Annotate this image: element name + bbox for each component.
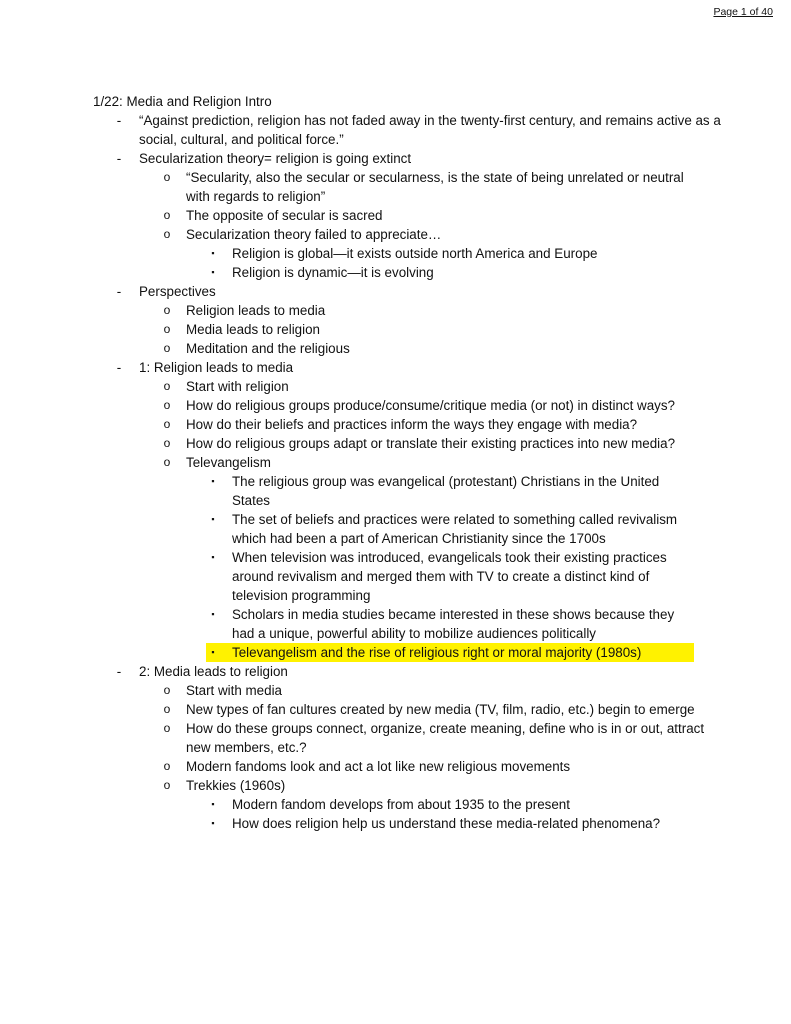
circle-bullet: o	[163, 417, 171, 431]
outline-item-level-3	[0, 548, 791, 605]
outline-item-level-1	[0, 111, 791, 149]
outline-item-text: Secularization theory= religion is going extinct	[139, 151, 412, 166]
outline-item-level-2	[0, 301, 791, 320]
outline-item-text: The set of beliefs and practices were related to something called revivalism which had been a part of American Christianity since the 1700s	[232, 512, 678, 546]
circle-bullet: o	[163, 683, 171, 697]
outline-item-level-3	[0, 795, 791, 814]
outline-item-level-3	[0, 605, 791, 643]
outline-item-text: Televangelism and the rise of religious right or moral majority (1980s)	[232, 645, 642, 660]
outline-item-level-2	[0, 339, 791, 358]
outline-item-text: The opposite of secular is sacred	[186, 208, 383, 223]
outline-item-text: Perspectives	[139, 284, 216, 299]
outline-item-level-2	[0, 757, 791, 776]
outline-item-text: “Secularity, also the secular or secularness, is the state of being unrelated or neutral with regards to religion”	[186, 170, 684, 204]
outline-item-text: How do their beliefs and practices inform the ways they engage with media?	[186, 417, 638, 432]
outline-item-level-1	[0, 358, 791, 377]
dash-bullet: -	[116, 284, 122, 299]
outline-item-level-2	[0, 396, 791, 415]
dash-bullet: -	[116, 151, 122, 166]
page-number: Page 1 of 40	[713, 6, 773, 18]
circle-bullet: o	[163, 208, 171, 222]
outline-item-text: 1: Religion leads to media	[139, 360, 294, 375]
outline-item-level-3	[0, 814, 791, 833]
outline-item-text: New types of fan cultures created by new media (TV, film, radio, etc.) begin to emerge	[186, 702, 695, 717]
outline-item-text: Trekkies (1960s)	[186, 778, 286, 793]
circle-bullet: o	[163, 778, 171, 792]
outline-item-text: Start with religion	[186, 379, 289, 394]
circle-bullet: o	[163, 322, 171, 336]
outline-item-text: How does religion help us understand these media-related phenomena?	[232, 816, 661, 831]
square-bullet: ▪	[211, 248, 215, 258]
outline-item-level-3	[0, 472, 791, 510]
square-bullet: ▪	[211, 552, 215, 562]
square-bullet: ▪	[211, 799, 215, 809]
outline-item-level-2	[0, 225, 791, 244]
circle-bullet: o	[163, 702, 171, 716]
square-bullet: ▪	[211, 476, 215, 486]
outline-item-level-3	[0, 263, 791, 282]
circle-bullet: o	[163, 759, 171, 773]
outline-item-text: How do religious groups adapt or translate their existing practices into new media?	[186, 436, 676, 451]
outline-list	[0, 111, 791, 833]
outline-item-text: Scholars in media studies became interested in these shows because they had a unique, powerful ability to mobilize audiences politically	[232, 607, 675, 641]
outline-item-level-3	[0, 244, 791, 263]
outline-item-level-2	[0, 434, 791, 453]
circle-bullet: o	[163, 379, 171, 393]
circle-bullet: o	[163, 341, 171, 355]
square-bullet: ▪	[211, 514, 215, 524]
circle-bullet: o	[163, 170, 171, 184]
outline-item-text: Start with media	[186, 683, 283, 698]
outline-item-text: “Against prediction, religion has not faded away in the twenty-first century, and remains active as a social, cultural, and political force.”	[139, 113, 721, 147]
outline-item-text: Modern fandoms look and act a lot like new religious movements	[186, 759, 571, 774]
outline-item-level-2	[0, 681, 791, 700]
outline-item-level-1	[0, 662, 791, 681]
outline-item-text: Meditation and the religious	[186, 341, 350, 356]
outline-item-level-3	[0, 510, 791, 548]
outline-item-text: Secularization theory failed to appreciate…	[186, 227, 442, 242]
outline-item-text: 2: Media leads to religion	[139, 664, 288, 679]
circle-bullet: o	[163, 721, 171, 735]
outline-item-text: The religious group was evangelical (protestant) Christians in the United States	[232, 474, 660, 508]
circle-bullet: o	[163, 455, 171, 469]
outline-item-text: Religion is global—it exists outside north America and Europe	[232, 246, 598, 261]
outline-item-level-2	[0, 415, 791, 434]
document-title: 1/22: Media and Religion Intro	[93, 94, 272, 109]
outline-item-level-2	[0, 700, 791, 719]
outline-item-text: Televangelism	[186, 455, 271, 470]
outline-item-level-2	[0, 776, 791, 795]
outline-item-level-2	[0, 206, 791, 225]
dash-bullet: -	[116, 664, 122, 679]
square-bullet: ▪	[211, 647, 215, 657]
square-bullet: ▪	[211, 818, 215, 828]
circle-bullet: o	[163, 436, 171, 450]
outline-item-level-2	[0, 453, 791, 472]
outline-item-level-1	[0, 282, 791, 301]
outline-item-text: Modern fandom develops from about 1935 to the present	[232, 797, 570, 812]
circle-bullet: o	[163, 398, 171, 412]
outline-item-level-2	[0, 168, 791, 206]
circle-bullet: o	[163, 303, 171, 317]
dash-bullet: -	[116, 360, 122, 375]
outline-item-text: Media leads to religion	[186, 322, 320, 337]
square-bullet: ▪	[211, 267, 215, 277]
outline-item-level-3-highlighted	[206, 643, 694, 662]
document-body	[0, 92, 791, 833]
square-bullet: ▪	[211, 609, 215, 619]
outline-item-level-2	[0, 320, 791, 339]
outline-item-text: How do these groups connect, organize, create meaning, define who is in or out, attract new members, etc.?	[186, 721, 705, 755]
outline-item-level-2	[0, 719, 791, 757]
outline-item-level-1	[0, 149, 791, 168]
outline-item-text: When television was introduced, evangelicals took their existing practices around revivalism and merged them with TV to create a distinct kind of television programming	[232, 550, 667, 603]
dash-bullet: -	[116, 113, 122, 128]
outline-item-text: Religion is dynamic—it is evolving	[232, 265, 434, 280]
outline-item-text: Religion leads to media	[186, 303, 326, 318]
outline-item-level-2	[0, 377, 791, 396]
outline-item-text: How do religious groups produce/consume/critique media (or not) in distinct ways?	[186, 398, 675, 413]
circle-bullet: o	[163, 227, 171, 241]
